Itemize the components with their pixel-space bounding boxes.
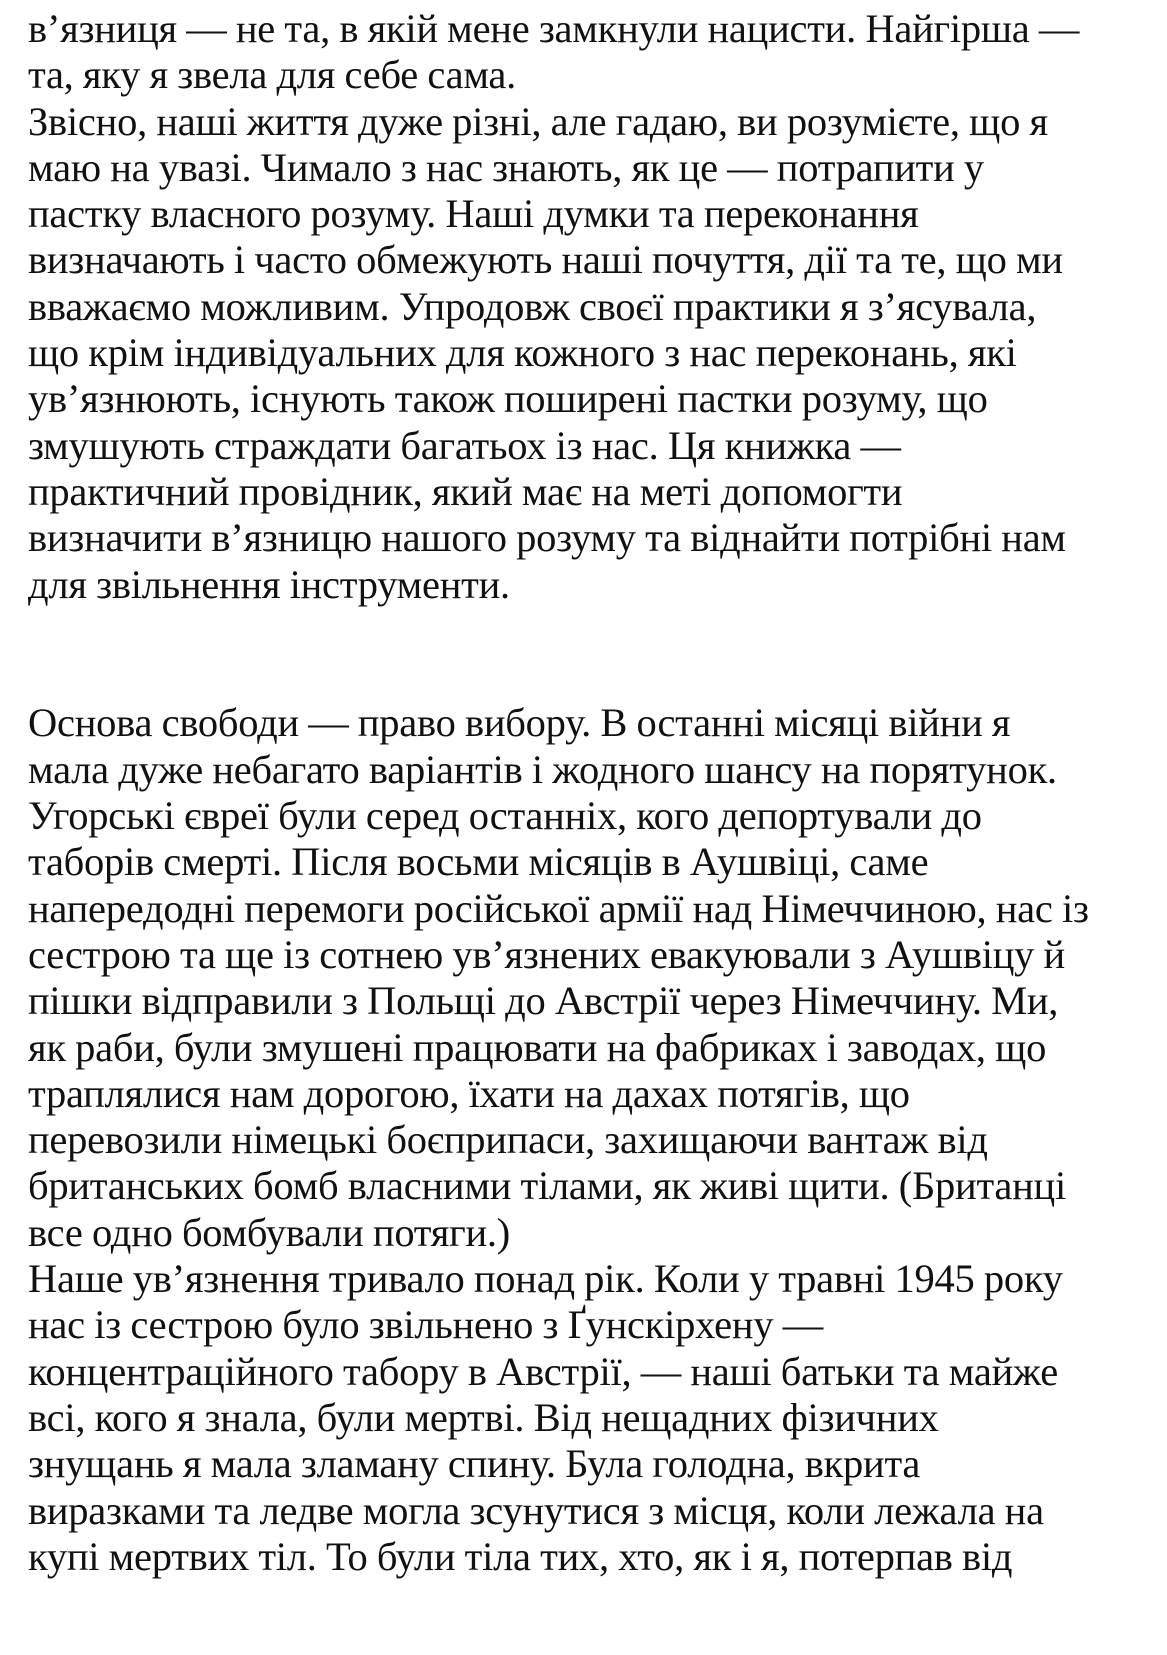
text-line: ув’язнюють, існують також поширені пастки розуму, що <box>28 376 988 422</box>
text-line: виразками та ледве могла зсунутися з місця, коли лежала на <box>28 1487 1044 1533</box>
text-line: перевозили німецькі боєприпаси, захищаючи вантаж від <box>28 1117 988 1163</box>
text-line: в’язниця — не та, в якій мене замкнули нацисти. Найгірша — <box>28 6 1080 51</box>
text-line: визначити в’язницю нашого розуму та віднайти потрібні нам <box>28 515 1066 561</box>
text-line: всі, кого я знала, були мертві. Від нещадних фізичних <box>28 1394 939 1440</box>
document-page <box>28 6 1163 1580</box>
text-line: та, яку я звела для себе сама. <box>28 52 517 98</box>
text-line: що крім індивідуальних для кожного з нас переконань, які <box>28 330 1017 376</box>
text-line: траплялися нам дорогою, їхати на дахах потягів, що <box>28 1070 910 1116</box>
text-line: пішки відправили з Польщі до Австрії через Німеччину. Ми, <box>28 978 1059 1024</box>
text-line: маю на увазі. Чимало з нас знають, як це — потрапити у <box>28 144 984 190</box>
text-line: Угорські євреї були серед останніх, кого депортували до <box>28 793 982 839</box>
text-line: напередодні перемоги російської армії над Німеччиною, нас із <box>28 885 1089 931</box>
text-line: Звісно, наші життя дуже різні, але гадаю, ви розумієте, що я <box>28 98 1048 144</box>
paragraph-4 <box>28 1256 1163 1580</box>
paragraph-1 <box>28 6 1163 99</box>
text-line: як раби, були змушені працювати на фабриках і заводах, що <box>28 1024 1047 1070</box>
text-line: Наше ув’язнення тривало понад рік. Коли у травні 1945 року <box>28 1256 1063 1302</box>
paragraph-spacer <box>28 608 1163 701</box>
text-line: таборів смерті. Після восьми місяців в Аушвіці, саме <box>28 839 929 885</box>
paragraph-2 <box>28 99 1163 608</box>
text-line: все одно бомбували потяги.) <box>28 1209 510 1255</box>
text-line: вважаємо можливим. Упродовж своєї практики я з’ясувала, <box>28 283 1037 329</box>
text-line: пастку власного розуму. Наші думки та переконання <box>28 191 919 237</box>
text-line: нас із сестрою було звільнено з Ґунскірхену — <box>28 1302 823 1348</box>
text-line: купі мертвих тіл. То були тіла тих, хто, як і я, потерпав від <box>28 1533 1013 1579</box>
paragraph-3 <box>28 700 1163 1256</box>
text-line: британських бомб власними тілами, як живі щити. (Британці <box>28 1163 1066 1209</box>
text-line: знущань я мала зламану спину. Була голодна, вкрита <box>28 1441 921 1487</box>
text-line: практичний провідник, який має на меті допомогти <box>28 468 903 514</box>
text-line: змушують страждати багатьох із нас. Ця книжка — <box>28 422 901 468</box>
text-line: для звільнення інструменти. <box>28 561 510 607</box>
text-line: визначають і часто обмежують наші почуття, дії та те, що ми <box>28 237 1063 283</box>
text-line: концентраційного табору в Австрії, — наші батьки та майже <box>28 1348 1058 1394</box>
text-line: Основа свободи — право вибору. В останні місяці війни я <box>28 700 1011 746</box>
text-line: сестрою та ще із сотнею ув’язнених евакуювали з Аушвіцу й <box>28 931 1065 977</box>
text-line: мала дуже небагато варіантів і жодного шансу на порятунок. <box>28 746 1057 792</box>
